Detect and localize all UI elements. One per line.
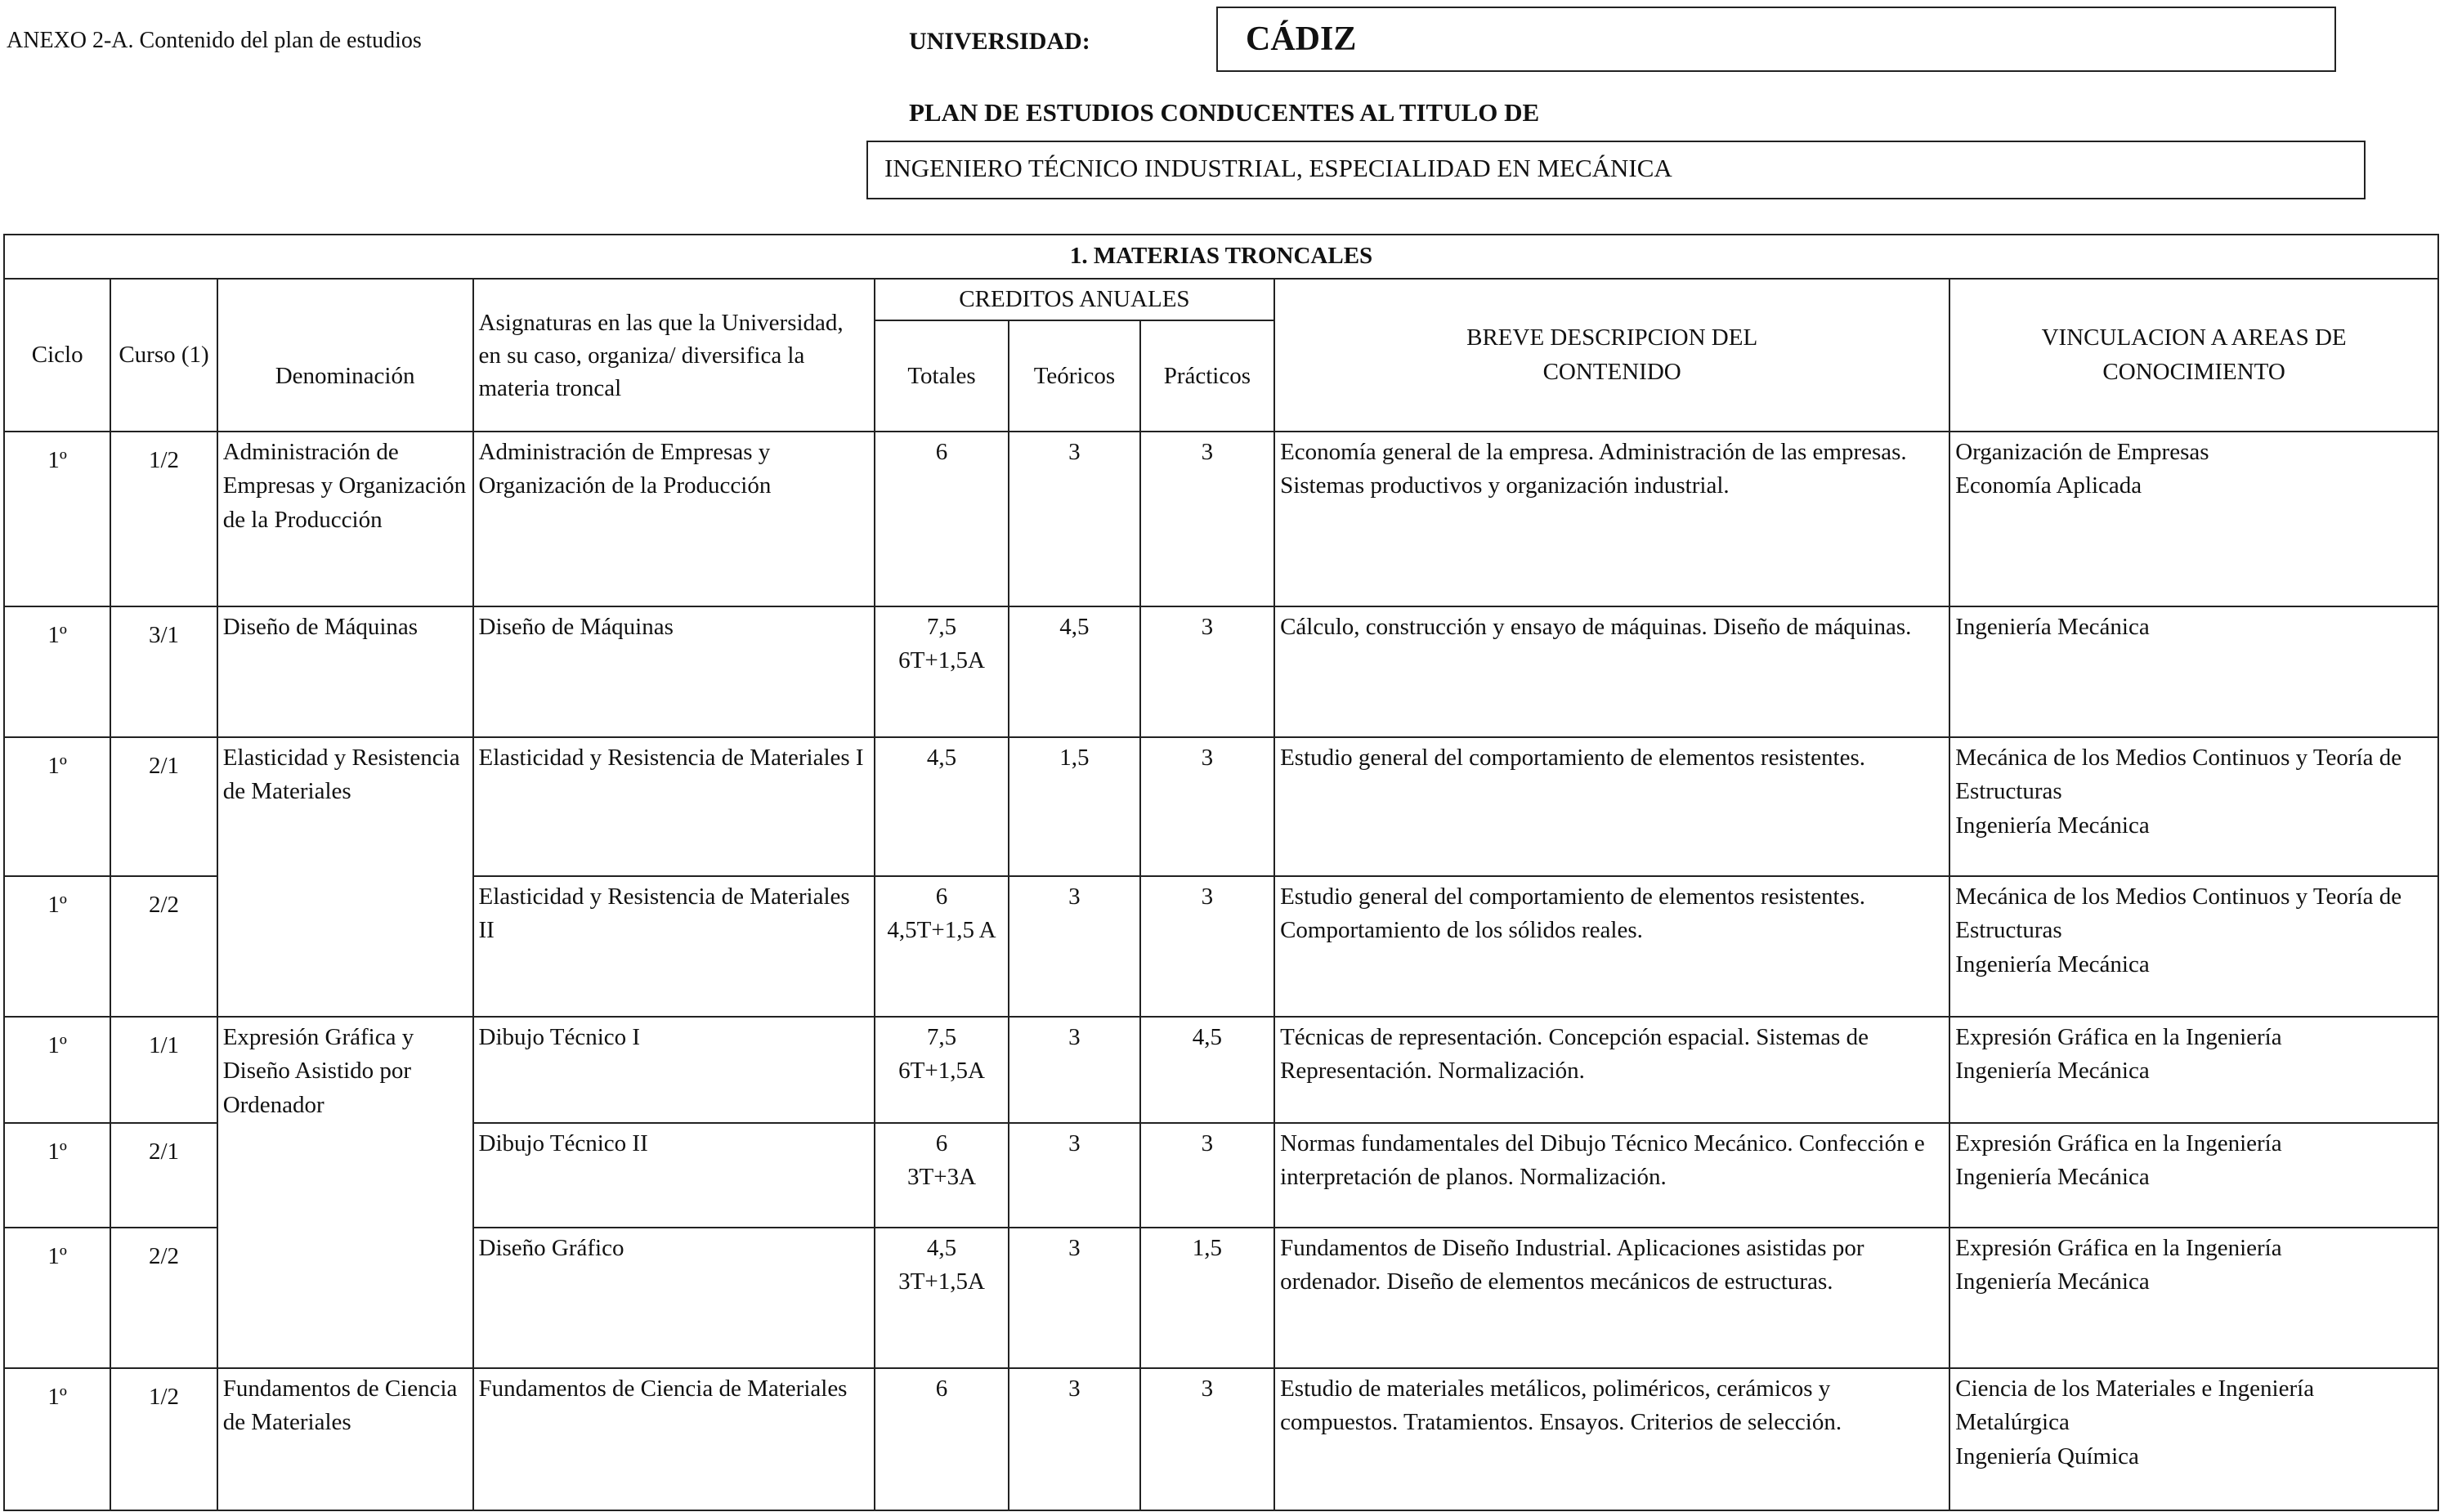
totales-detail: 6T+1,5A (898, 1058, 985, 1085)
col-header-asignaturas: Asignaturas en las que la Universidad, en su caso, organiza/ diversifica la materia troncal (473, 279, 875, 432)
practicos-cell: 3 (1140, 1123, 1274, 1228)
totales-cell (875, 1228, 1009, 1368)
denominacion-cell: Diseño de Máquinas (217, 606, 473, 737)
area-item: Expresión Gráfica en la Ingeniería (1955, 1235, 2282, 1262)
ciclo-cell: 1º (4, 1123, 110, 1228)
university-name: CÁDIZ (1246, 20, 1357, 58)
asignatura-cell: Administración de Empresas y Organización de la Producción (473, 432, 875, 606)
col-header-vinculacion: VINCULACION A AREAS DE CONOCIMIENTO (1949, 279, 2438, 432)
area-item: Economía Aplicada (1955, 472, 2142, 499)
descripcion-cell: Cálculo, construcción y ensayo de máquinas. Diseño de máquinas. (1274, 606, 1949, 737)
teoricos-cell: 3 (1009, 876, 1139, 1017)
curso-cell: 1/2 (110, 1368, 217, 1510)
totales-value: 6 (935, 439, 948, 466)
descripcion-cell: Fundamentos de Diseño Industrial. Aplicaciones asistidas por ordenador. Diseño de elementos mecánicos de estructuras. (1274, 1228, 1949, 1368)
totales-cell (875, 876, 1009, 1017)
totales-cell (875, 606, 1009, 737)
areas-cell (1949, 1123, 2438, 1228)
area-item: Ciencia de los Materiales e Ingeniería Metalúrgica (1955, 1376, 2315, 1436)
totales-value: 7,5 (926, 1024, 957, 1051)
area-item: Ingeniería Mecánica (1955, 812, 2150, 839)
totales-cell (875, 737, 1009, 876)
areas-cell (1949, 1017, 2438, 1123)
area-item: Expresión Gráfica en la Ingeniería (1955, 1130, 2282, 1157)
table-row (4, 1368, 2438, 1510)
practicos-cell: 3 (1140, 432, 1274, 606)
totales-value: 4,5 (926, 1235, 957, 1262)
totales-value: 6 (935, 883, 948, 910)
curso-cell: 2/1 (110, 737, 217, 876)
ciclo-cell: 1º (4, 606, 110, 737)
areas-cell (1949, 737, 2438, 876)
teoricos-cell: 3 (1009, 1368, 1139, 1510)
teoricos-cell: 4,5 (1009, 606, 1139, 737)
table-row (4, 432, 2438, 606)
curso-cell: 3/1 (110, 606, 217, 737)
practicos-cell: 3 (1140, 876, 1274, 1017)
col-header-totales: Totales (875, 320, 1009, 432)
asignatura-cell: Elasticidad y Resistencia de Materiales I (473, 737, 875, 876)
teoricos-cell: 3 (1009, 1017, 1139, 1123)
descripcion-cell: Estudio general del comportamiento de elementos resistentes. Comportamiento de los sólidos reales. (1274, 876, 1949, 1017)
teoricos-cell: 3 (1009, 432, 1139, 606)
curriculum-table (3, 234, 2439, 1511)
areas-cell (1949, 1228, 2438, 1368)
practicos-cell: 3 (1140, 1368, 1274, 1510)
totales-value: 7,5 (926, 614, 957, 641)
col-header-denominacion: Denominación (217, 279, 473, 432)
curso-cell: 1/1 (110, 1017, 217, 1123)
ciclo-cell: 1º (4, 737, 110, 876)
teoricos-cell: 1,5 (1009, 737, 1139, 876)
denominacion-cell: Expresión Gráfica y Diseño Asistido por Ordenador (217, 1017, 473, 1368)
col-header-teoricos: Teóricos (1009, 320, 1139, 432)
practicos-cell: 3 (1140, 737, 1274, 876)
totales-cell (875, 1123, 1009, 1228)
annex-heading: ANEXO 2-A. Contenido del plan de estudios (7, 28, 422, 53)
university-label: UNIVERSIDAD: (909, 28, 1090, 55)
area-item: Expresión Gráfica en la Ingeniería (1955, 1024, 2282, 1051)
curso-cell: 1/2 (110, 432, 217, 606)
ciclo-cell: 1º (4, 1017, 110, 1123)
area-item: Ingeniería Mecánica (1955, 951, 2150, 977)
areas-cell (1949, 1368, 2438, 1510)
totales-value: 6 (935, 1376, 948, 1402)
totales-value: 4,5 (926, 745, 957, 772)
university-box (1216, 7, 2336, 72)
asignatura-cell: Dibujo Técnico I (473, 1017, 875, 1123)
descripcion-cell: Normas fundamentales del Dibujo Técnico Mecánico. Confección e interpretación de planos. Normalización. (1274, 1123, 1949, 1228)
denominacion-cell: Elasticidad y Resistencia de Materiales (217, 737, 473, 1017)
area-item: Mecánica de los Medios Continuos y Teoría de Estructuras (1955, 883, 2402, 944)
descripcion-cell: Economía general de la empresa. Administración de las empresas. Sistemas productivos y organización industrial. (1274, 432, 1949, 606)
totales-cell (875, 1017, 1009, 1123)
totales-value: 6 (935, 1130, 948, 1157)
practicos-cell: 4,5 (1140, 1017, 1274, 1123)
areas-cell (1949, 876, 2438, 1017)
ciclo-cell: 1º (4, 1228, 110, 1368)
areas-cell (1949, 432, 2438, 606)
descripcion-cell: Técnicas de representación. Concepción espacial. Sistemas de Representación. Normalización. (1274, 1017, 1949, 1123)
degree-title-box (866, 141, 2366, 199)
area-item: Ingeniería Mecánica (1955, 614, 2150, 641)
denominacion-cell: Administración de Empresas y Organización de la Producción (217, 432, 473, 606)
descripcion-cell: Estudio de materiales metálicos, poliméricos, cerámicos y compuestos. Tratamientos. Ensayos. Criterios de selección. (1274, 1368, 1949, 1510)
col-header-ciclo: Ciclo (4, 279, 110, 432)
denominacion-cell: Fundamentos de Ciencia de Materiales (217, 1368, 473, 1510)
practicos-cell: 1,5 (1140, 1228, 1274, 1368)
degree-title: INGENIERO TÉCNICO INDUSTRIAL, ESPECIALIDAD EN MECÁNICA (884, 154, 1672, 182)
totales-cell (875, 1368, 1009, 1510)
teoricos-cell: 3 (1009, 1123, 1139, 1228)
col-header-practicos: Prácticos (1140, 320, 1274, 432)
table-row (4, 737, 2438, 876)
plan-heading: PLAN DE ESTUDIOS CONDUCENTES AL TITULO DE (909, 98, 1540, 127)
col-header-curso: Curso (1) (110, 279, 217, 432)
area-item: Mecánica de los Medios Continuos y Teoría de Estructuras (1955, 745, 2402, 805)
asignatura-cell: Diseño Gráfico (473, 1228, 875, 1368)
descripcion-cell: Estudio general del comportamiento de elementos resistentes. (1274, 737, 1949, 876)
area-item: Ingeniería Mecánica (1955, 1268, 2150, 1295)
area-item: Ingeniería Mecánica (1955, 1058, 2150, 1085)
curso-cell: 2/2 (110, 876, 217, 1017)
asignatura-cell: Elasticidad y Resistencia de Materiales II (473, 876, 875, 1017)
practicos-cell: 3 (1140, 606, 1274, 737)
areas-cell (1949, 606, 2438, 737)
ciclo-cell: 1º (4, 1368, 110, 1510)
teoricos-cell: 3 (1009, 1228, 1139, 1368)
totales-detail: 3T+3A (907, 1164, 977, 1191)
asignatura-cell: Diseño de Máquinas (473, 606, 875, 737)
table-row (4, 606, 2438, 737)
totales-detail: 6T+1,5A (898, 647, 985, 674)
totales-detail: 3T+1,5A (898, 1268, 985, 1295)
totales-detail: 4,5T+1,5 A (887, 917, 996, 944)
col-header-descripcion: BREVE DESCRIPCION DEL CONTENIDO (1274, 279, 1949, 432)
ciclo-cell: 1º (4, 876, 110, 1017)
table-row (4, 1017, 2438, 1123)
section-title: 1. MATERIAS TRONCALES (4, 235, 2438, 279)
asignatura-cell: Dibujo Técnico II (473, 1123, 875, 1228)
area-item: Organización de Empresas (1955, 439, 2209, 466)
curso-cell: 2/1 (110, 1123, 217, 1228)
col-header-creditos: CREDITOS ANUALES (875, 279, 1274, 320)
curso-cell: 2/2 (110, 1228, 217, 1368)
totales-cell (875, 432, 1009, 606)
area-item: Ingeniería Química (1955, 1443, 2139, 1470)
asignatura-cell: Fundamentos de Ciencia de Materiales (473, 1368, 875, 1510)
area-item: Ingeniería Mecánica (1955, 1164, 2150, 1191)
ciclo-cell: 1º (4, 432, 110, 606)
